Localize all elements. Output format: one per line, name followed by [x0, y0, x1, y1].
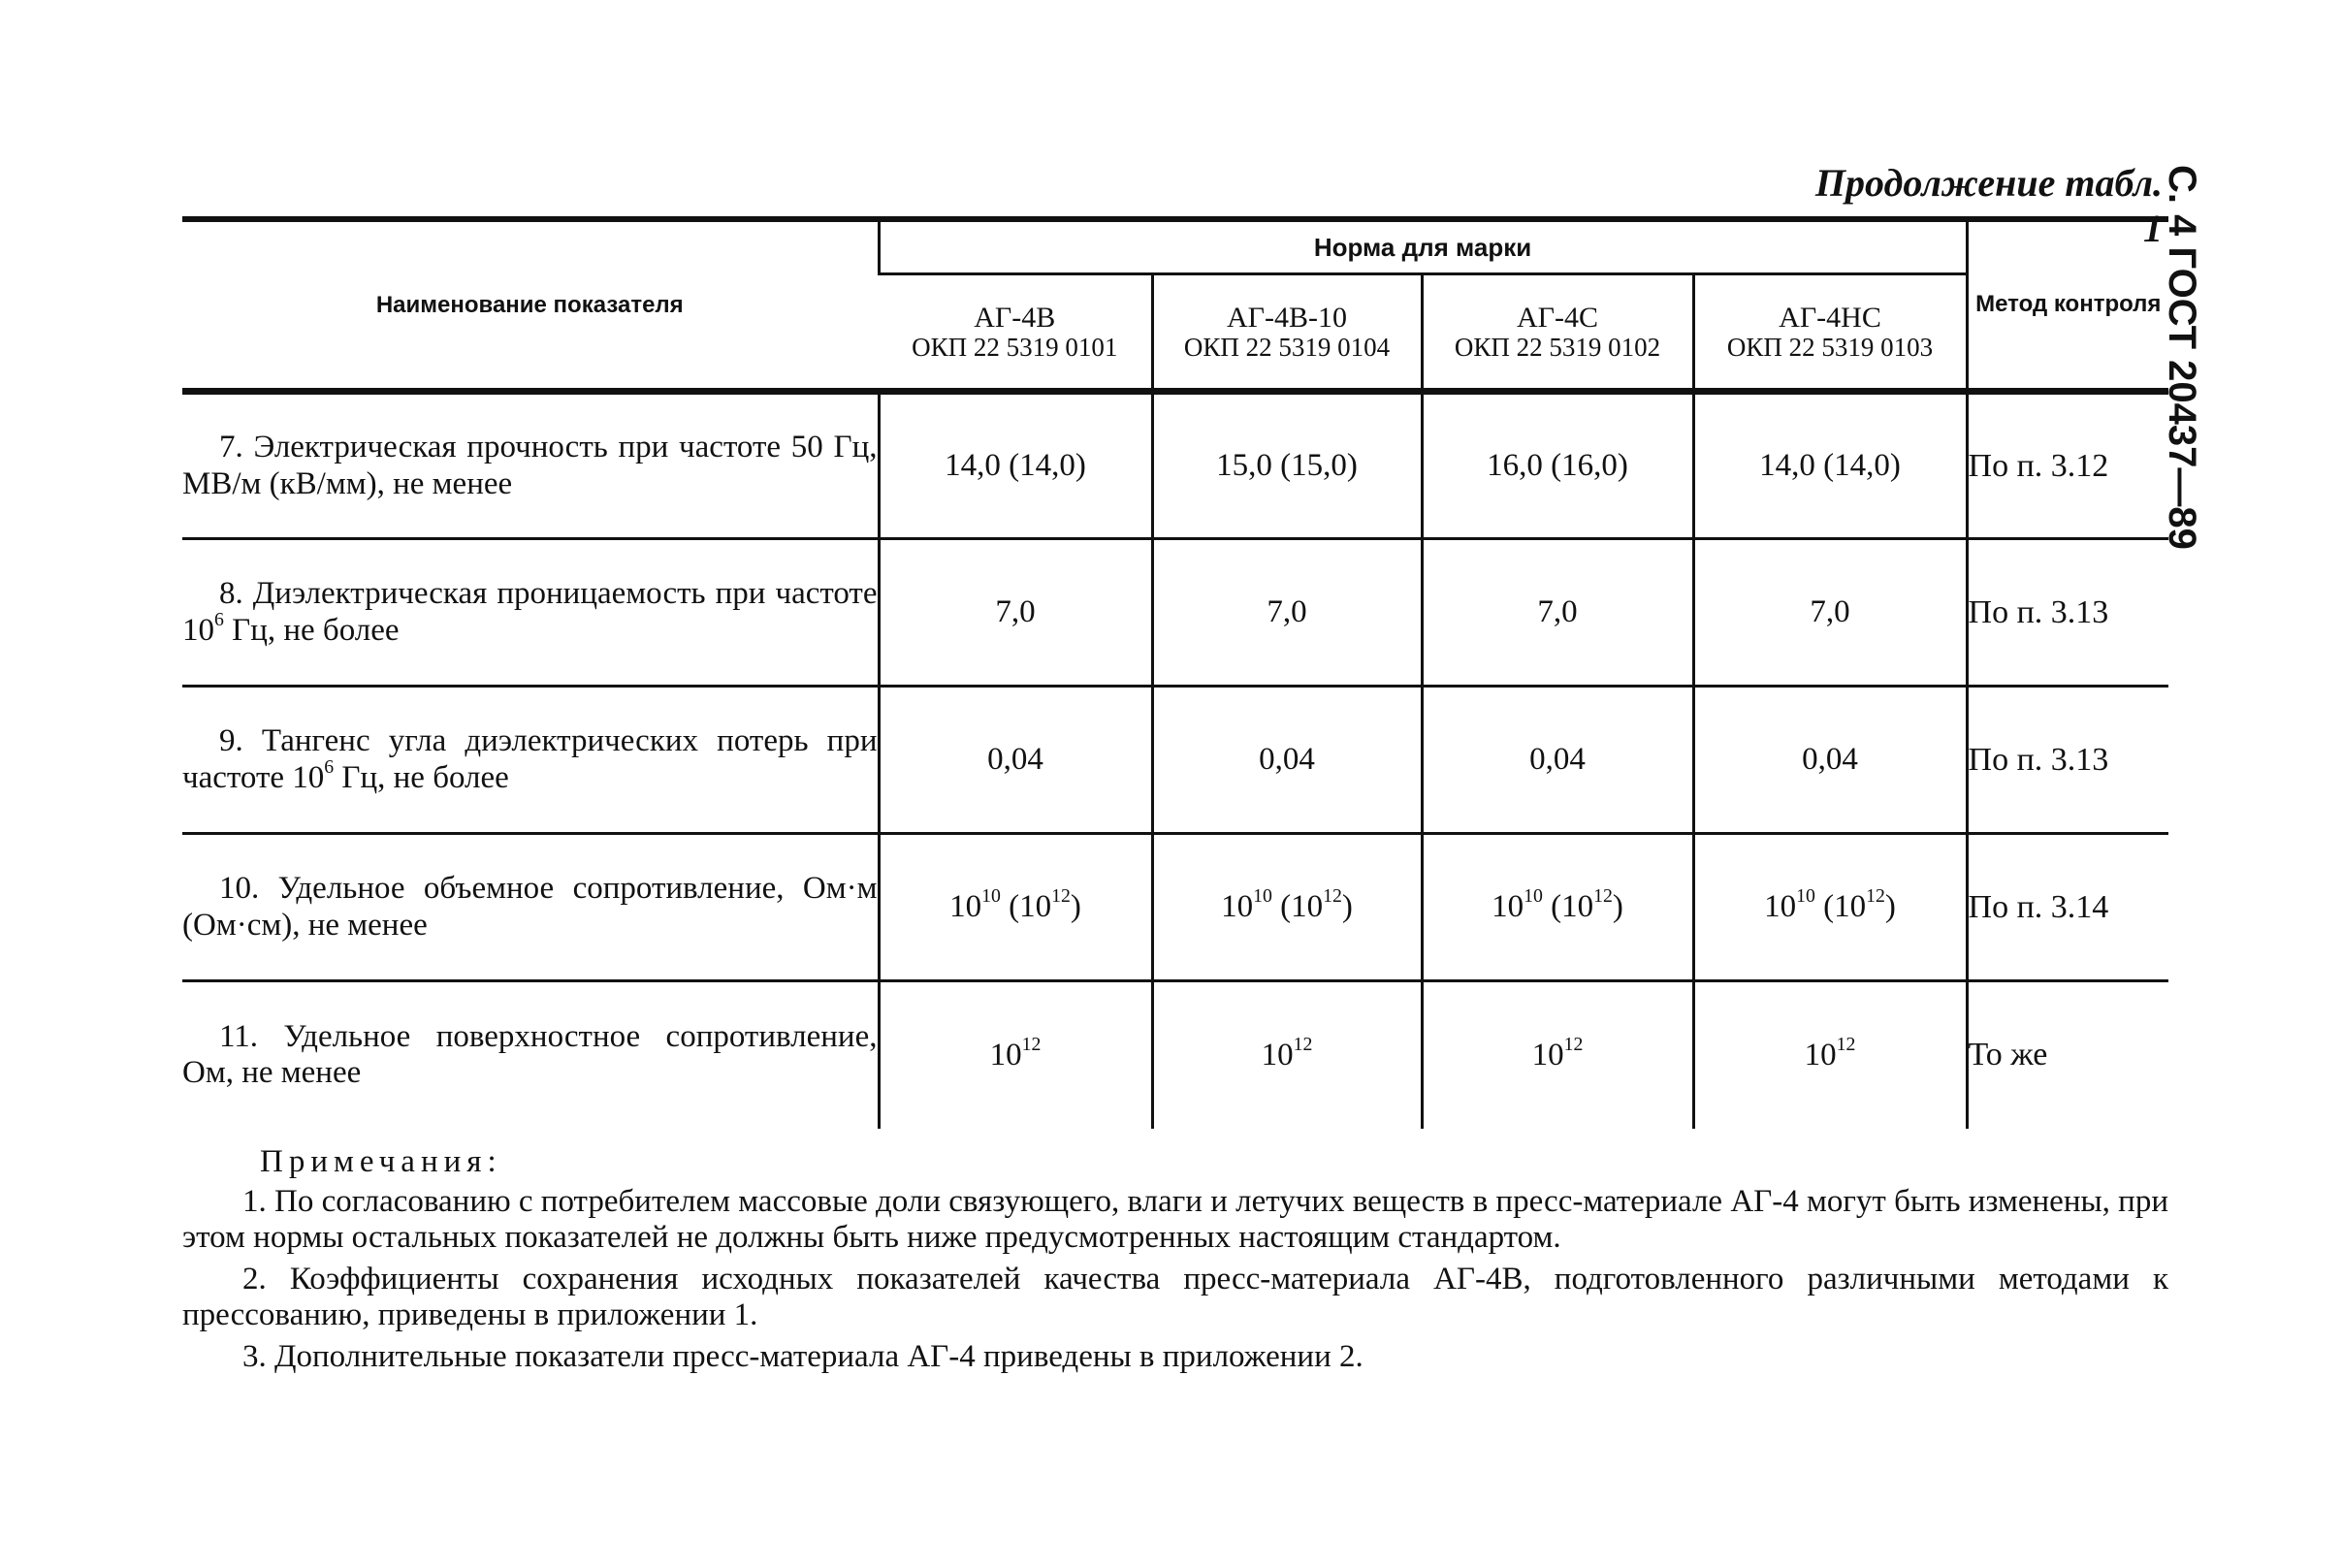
indicator-name: 10. Удельное объемное сопротивление, Ом·м (Ом·см), не менее: [182, 834, 879, 981]
method-cell: По п. 3.12: [1967, 392, 2168, 539]
header-indicator-name: Наименование показателя: [182, 219, 879, 392]
table-row: [182, 981, 2168, 1129]
value-cell: 0,04: [879, 687, 1152, 834]
indicator-name: 11. Удельное поверхностное сопротивление, Ом, не менее: [182, 1018, 878, 1091]
grade-name: АГ-4В: [974, 302, 1056, 335]
value-cell: 14,0 (14,0): [1693, 392, 1967, 539]
page-running-header: С. 4 ГОСТ 20437—89: [2161, 165, 2204, 550]
grade-okp: ОКП 22 5319 0104: [1183, 332, 1391, 362]
value-cell: $10^{12}$: [879, 981, 1152, 1129]
value-cell: 7,0: [1152, 539, 1422, 687]
value-cell: $10^{10}$ $(10^{12})$: [1152, 834, 1422, 981]
value-cell: 7,0: [1422, 539, 1693, 687]
grade-name: АГ-4В-10: [1227, 302, 1347, 335]
value-cell: $10^{12}$: [1693, 981, 1967, 1129]
value-cell: 0,04: [1422, 687, 1693, 834]
method-cell: То же: [1967, 981, 2168, 1129]
header-grade-group: Норма для марки: [879, 219, 1967, 274]
indicator-name: 7. Электрическая прочность при частоте 50 Гц, МВ/м (кВ/мм), не менее: [182, 392, 879, 539]
method-cell: По п. 3.14: [1967, 834, 2168, 981]
grade-okp: ОКП 22 5319 0102: [1454, 332, 1661, 362]
grade-name: АГ-4С: [1516, 302, 1598, 335]
value-cell: 0,04: [1152, 687, 1422, 834]
properties-table: [182, 216, 2168, 1129]
table-row: [182, 539, 2168, 687]
header-grade: [879, 274, 1152, 392]
table-row: [182, 834, 2168, 981]
value-cell: 0,04: [1693, 687, 1967, 834]
header-grade: [1693, 274, 1967, 392]
indicator-name: 9. Тангенс угла диэлектрических потерь при частоте $10^6$ Гц, не более: [182, 687, 879, 834]
value-cell: 7,0: [879, 539, 1152, 687]
note-item: 1. По согласованию с потребителем массовые доли связующего, влаги и летучих веществ в пресс-материале АГ-4 могут быть изменены, при этом нормы остальных показателей не должны быть ниже предусмотренных настоящим стандартом.: [182, 1183, 2168, 1255]
value-cell: 15,0 (15,0): [1152, 392, 1422, 539]
note-item: 3. Дополнительные показатели пресс-материала АГ-4 приведены в приложении 2.: [242, 1338, 1363, 1374]
header-grade: [1422, 274, 1693, 392]
table-row: [182, 392, 2168, 539]
value-cell: 14,0 (14,0): [879, 392, 1152, 539]
grade-okp: ОКП 22 5319 0103: [1726, 332, 1934, 362]
value-cell: 16,0 (16,0): [1422, 392, 1693, 539]
value-cell: $10^{10}$ $(10^{12})$: [1693, 834, 1967, 981]
indicator-name: 8. Диэлектрическая проницаемость при частоте $10^6$ Гц, не более: [182, 539, 879, 687]
table-row: [182, 687, 2168, 834]
note-item: 2. Коэффициенты сохранения исходных показателей качества пресс-материала АГ-4В, подготовленного различными методами к прессованию, приведены в приложении 1.: [182, 1261, 2168, 1332]
header-control-method: Метод контроля: [1967, 219, 2168, 392]
header-grade: [1152, 274, 1422, 392]
table-continuation-caption: Продолжение табл. 1: [1814, 161, 2163, 250]
value-cell: $10^{10}$ $(10^{12})$: [1422, 834, 1693, 981]
value-cell: $10^{10}$ $(10^{12})$: [879, 834, 1152, 981]
value-cell: $10^{12}$: [1152, 981, 1422, 1129]
method-cell: По п. 3.13: [1967, 687, 2168, 834]
notes-title: Примечания:: [260, 1144, 502, 1179]
grade-name: АГ-4НС: [1779, 302, 1881, 335]
notes-section: [182, 1144, 2168, 1381]
value-cell: $10^{12}$: [1422, 981, 1693, 1129]
grade-okp: ОКП 22 5319 0101: [912, 332, 1118, 362]
method-cell: По п. 3.13: [1967, 539, 2168, 687]
value-cell: 7,0: [1693, 539, 1967, 687]
